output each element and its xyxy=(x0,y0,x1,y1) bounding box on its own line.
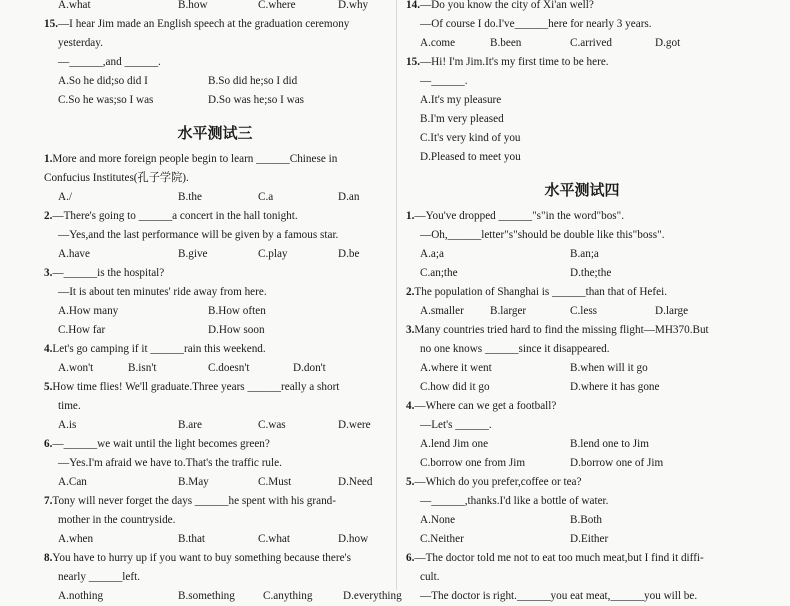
section-heading: 水平测试四 xyxy=(544,181,620,199)
option: C.Neither xyxy=(420,533,464,545)
question-number: 4. xyxy=(406,400,415,412)
question-text: mother in the countryside. xyxy=(58,514,176,526)
option: A.So he did;so did I xyxy=(58,75,148,87)
question-number: 5. xyxy=(44,381,53,393)
question-text: Let's go camping if it ______rain this weekend. xyxy=(52,343,266,355)
option: C.was xyxy=(258,419,286,431)
option: B.Both xyxy=(570,514,603,526)
question-text: —Yes,and the last performance will be given by a famous star. xyxy=(58,229,339,241)
question-2 xyxy=(406,283,758,321)
option: A.is xyxy=(58,419,77,431)
option: B.I'm very pleased xyxy=(420,113,504,125)
option: C.borrow one from Jim xyxy=(420,457,526,469)
question-text: —Of course I do.I've______here for nearly 3 years. xyxy=(420,18,652,30)
option: D.how xyxy=(338,533,369,545)
question-text: —The doctor is right.______you eat meat,______you will be. xyxy=(420,590,698,602)
question-number: 2. xyxy=(44,210,53,222)
question-number: 15. xyxy=(406,56,420,68)
option: C.So he was;so I was xyxy=(58,94,154,106)
option: C.a xyxy=(258,191,274,203)
option: C.It's very kind of you xyxy=(420,132,521,144)
option: A.None xyxy=(420,514,456,526)
option: A./ xyxy=(58,191,72,203)
option: D.be xyxy=(338,248,360,260)
question-5 xyxy=(406,473,758,549)
option: C.where xyxy=(258,0,296,11)
option: D.why xyxy=(338,0,369,11)
question-4 xyxy=(44,340,386,378)
option: B.that xyxy=(178,533,206,545)
option: B.lend one to Jim xyxy=(570,438,649,450)
option: D.got xyxy=(655,37,681,49)
question-text: Tony will never forget the days ______he spent with his grand- xyxy=(52,495,337,507)
option: B.May xyxy=(178,476,209,488)
question-text: More and more foreign people begin to learn ______Chinese in xyxy=(52,153,338,165)
option: D.Need xyxy=(338,476,373,488)
option: C.How far xyxy=(58,324,106,336)
column-divider xyxy=(396,0,397,590)
option: B.how xyxy=(178,0,208,11)
option: C.what xyxy=(258,533,291,545)
question-text: —I hear Jim made an English speech at the graduation ceremony xyxy=(57,18,350,30)
option: A.when xyxy=(58,533,94,545)
question-15 xyxy=(406,53,758,167)
question-1 xyxy=(44,150,386,207)
question-number: 6. xyxy=(44,438,53,450)
question-text: —Hi! I'm Jim.It's my first time to be here. xyxy=(419,56,609,68)
question-text: The population of Shanghai is ______than that of Hefei. xyxy=(414,286,667,298)
question-number: 3. xyxy=(406,324,415,336)
question-6 xyxy=(406,549,758,606)
question-text: cult. xyxy=(420,571,440,583)
question-8 xyxy=(44,549,402,606)
option: C.how did it go xyxy=(420,381,490,393)
question-7 xyxy=(44,492,386,549)
left-column xyxy=(44,0,402,606)
option: D.don't xyxy=(293,362,326,374)
question-text: How time flies! We'll graduate.Three years ______really a short xyxy=(52,381,340,393)
option: B.larger xyxy=(490,305,527,317)
question-text: —______,thanks.I'd like a bottle of water. xyxy=(420,495,609,507)
question-text: —Do you know the city of Xi'an well? xyxy=(419,0,594,11)
question-number: 2. xyxy=(406,286,415,298)
option: D.Either xyxy=(570,533,609,545)
question-list xyxy=(44,150,402,606)
option: B.How often xyxy=(208,305,266,317)
option: D.So was he;so I was xyxy=(208,94,305,106)
option: C.play xyxy=(258,248,288,260)
question-number: 8. xyxy=(44,552,53,564)
question-6 xyxy=(44,435,386,492)
question-text: —Which do you prefer,coffee or tea? xyxy=(414,476,582,488)
option: C.an;the xyxy=(420,267,458,279)
option: A.smaller xyxy=(420,305,464,317)
option: C.arrived xyxy=(570,37,612,49)
question-14 xyxy=(406,0,758,53)
question-text: —Where can we get a football? xyxy=(414,400,557,412)
question-number: 5. xyxy=(406,476,415,488)
question-number: 6. xyxy=(406,552,415,564)
option: A.come xyxy=(420,37,456,49)
question-text: —It is about ten minutes' ride away from here. xyxy=(58,286,267,298)
question-number: 3. xyxy=(44,267,53,279)
question-1 xyxy=(406,207,758,283)
question-text: —Let's ______. xyxy=(420,419,492,431)
question-text: —Yes.I'm afraid we have to.That's the traffic rule. xyxy=(58,457,282,469)
question-text: —______is the hospital? xyxy=(52,267,165,279)
question-5 xyxy=(44,378,386,435)
option: B.when will it go xyxy=(570,362,648,374)
option: D.everything xyxy=(343,590,402,602)
question-text: —Oh,______letter"s"should be double like this"boss". xyxy=(420,229,665,241)
section-heading: 水平测试三 xyxy=(177,124,253,142)
question-number: 4. xyxy=(44,343,53,355)
question-text: time. xyxy=(58,400,81,412)
option: B.something xyxy=(178,590,235,602)
question-text: Confucius Institutes(孔子学院). xyxy=(44,172,189,184)
question-number: 1. xyxy=(406,210,415,222)
option: A.Can xyxy=(58,476,87,488)
option: D.borrow one of Jim xyxy=(570,457,664,469)
option: D.where it has gone xyxy=(570,381,660,393)
question-text: nearly ______left. xyxy=(58,571,141,583)
option: B.an;a xyxy=(570,248,599,260)
question-text: —______. xyxy=(420,75,468,87)
option: D.an xyxy=(338,191,360,203)
question-text: You have to hurry up if you want to buy something because there's xyxy=(52,552,351,564)
option: D.How soon xyxy=(208,324,265,336)
option: C.anything xyxy=(263,590,313,602)
question-text: —The doctor told me not to eat too much meat,but I find it diffi- xyxy=(414,552,704,564)
question-number: 7. xyxy=(44,495,53,507)
option: B.the xyxy=(178,191,202,203)
question-number: 15. xyxy=(44,18,58,30)
question-text: yesterday. xyxy=(58,37,103,49)
question-text: —______we wait until the light becomes green? xyxy=(52,438,270,450)
option: A.where it went xyxy=(420,362,492,374)
question-4 xyxy=(406,397,758,473)
question-text: —There's going to ______a concert in the hall tonight. xyxy=(52,210,298,222)
option: C.doesn't xyxy=(208,362,250,374)
question-15 xyxy=(44,15,386,110)
option: A.won't xyxy=(58,362,94,374)
question-3 xyxy=(406,321,758,397)
option: A.nothing xyxy=(58,590,104,602)
option: B.isn't xyxy=(128,362,157,374)
question-text: —You've dropped ______"s"in the word"bos". xyxy=(414,210,625,222)
option: D.were xyxy=(338,419,371,431)
question-text: Many countries tried hard to find the missing flight—MH370.But xyxy=(414,324,709,336)
option: D.large xyxy=(655,305,689,317)
option: A.have xyxy=(58,248,90,260)
question-3 xyxy=(44,264,386,340)
option: C.Must xyxy=(258,476,292,488)
question-2 xyxy=(44,207,386,264)
question-text: —______,and ______. xyxy=(58,56,161,68)
option: D.the;the xyxy=(570,267,612,279)
option: A.lend Jim one xyxy=(420,438,489,450)
option: A.what xyxy=(58,0,91,11)
option: B.So did he;so I did xyxy=(208,75,298,87)
question-number: 1. xyxy=(44,153,53,165)
option: A.It's my pleasure xyxy=(420,94,502,106)
option: B.been xyxy=(490,37,522,49)
options-row xyxy=(44,0,386,15)
option: C.less xyxy=(570,305,598,317)
question-text: no one knows ______since it disappeared. xyxy=(420,343,610,355)
option: A.a;a xyxy=(420,248,444,260)
question-number: 14. xyxy=(406,0,420,11)
option: A.How many xyxy=(58,305,119,317)
option: D.Pleased to meet you xyxy=(420,151,521,163)
option: B.are xyxy=(178,419,202,431)
right-column xyxy=(406,0,758,606)
option: B.give xyxy=(178,248,208,260)
